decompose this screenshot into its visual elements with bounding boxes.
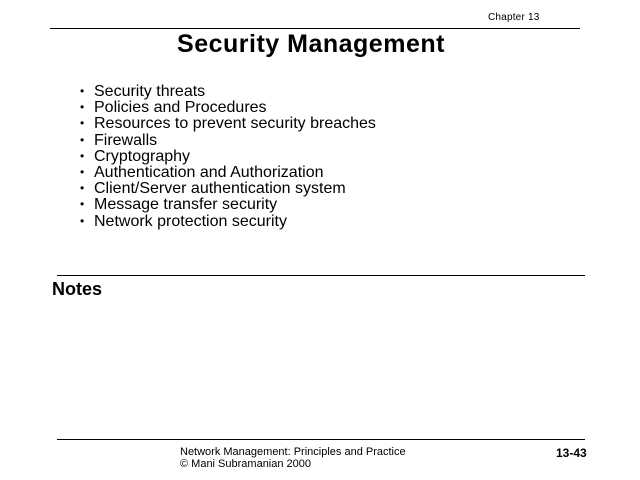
bullet-icon: • bbox=[80, 100, 85, 115]
footer-book-title: Network Management: Principles and Practice bbox=[180, 446, 406, 458]
slide-title: Security Management bbox=[177, 30, 445, 58]
bullet-text: Security threats bbox=[94, 83, 206, 100]
chapter-label: Chapter 13 bbox=[488, 12, 540, 23]
bullet-text: Client/Server authentication system bbox=[94, 180, 346, 198]
bullet-text: Message transfer security bbox=[94, 196, 278, 214]
bullet-icon: • bbox=[80, 148, 85, 163]
top-divider bbox=[50, 28, 580, 29]
list-item bbox=[80, 115, 376, 131]
bullet-text: Network protection security bbox=[94, 212, 287, 230]
list-item bbox=[80, 180, 376, 196]
bullet-text: Policies and Procedures bbox=[94, 99, 267, 117]
bullet-icon: • bbox=[80, 213, 85, 228]
list-item bbox=[80, 83, 376, 99]
page-number: 13-43 bbox=[556, 446, 587, 460]
bullet-icon: • bbox=[80, 132, 85, 147]
list-item bbox=[80, 132, 376, 148]
bullet-text: Cryptography bbox=[94, 147, 191, 165]
footer-divider bbox=[57, 439, 585, 440]
bullet-text: Resources to prevent security breaches bbox=[94, 115, 376, 133]
list-item bbox=[80, 148, 376, 164]
bullet-text: Firewalls bbox=[94, 131, 158, 149]
bullet-icon: • bbox=[80, 84, 85, 98]
notes-divider bbox=[57, 275, 585, 276]
list-item bbox=[80, 196, 376, 212]
bullet-text: Authentication and Authorization bbox=[94, 163, 324, 181]
bullet-list bbox=[80, 83, 376, 229]
list-item bbox=[80, 99, 376, 115]
list-item bbox=[80, 213, 376, 229]
bullet-icon: • bbox=[80, 116, 85, 131]
bullet-icon: • bbox=[80, 164, 85, 179]
bullet-icon: • bbox=[80, 181, 85, 196]
footer-copyright: © Mani Subramanian 2000 bbox=[180, 458, 312, 470]
list-item bbox=[80, 164, 376, 180]
notes-heading: Notes bbox=[52, 279, 103, 299]
bullet-icon: • bbox=[80, 197, 85, 212]
